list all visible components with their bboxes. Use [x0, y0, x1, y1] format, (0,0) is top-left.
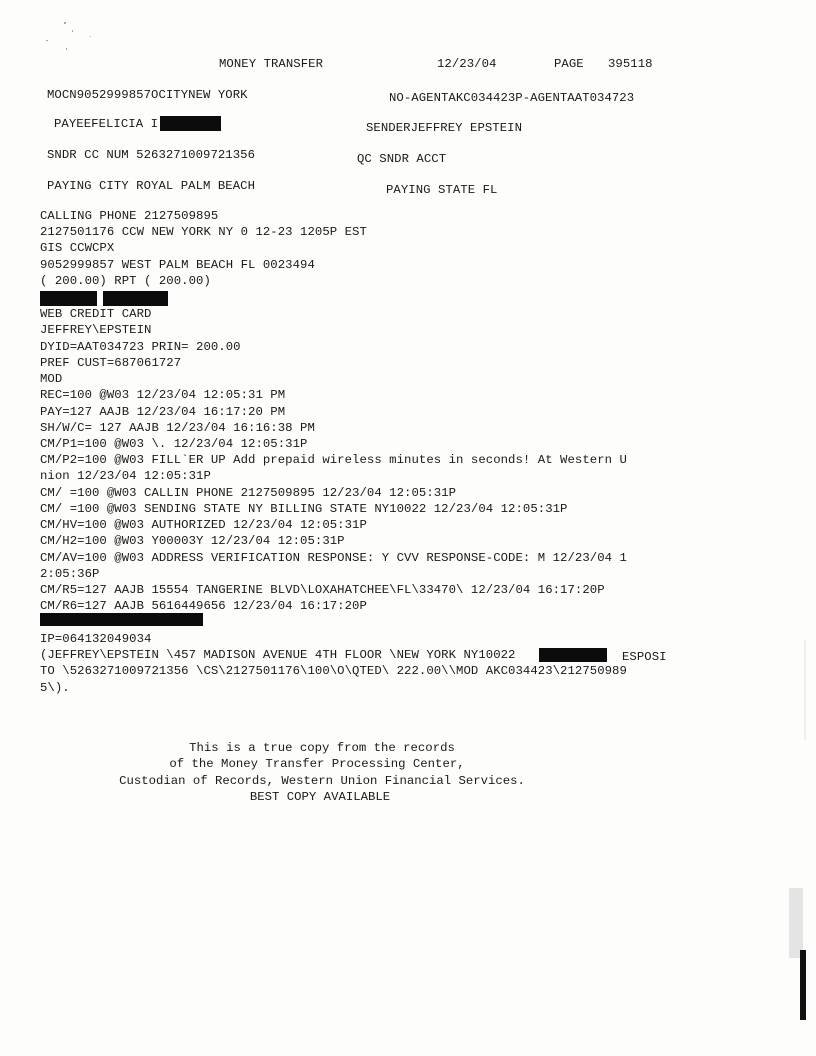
redaction-block: [103, 291, 168, 306]
log-line: MOD: [40, 372, 63, 386]
log-line: SH/W/C= 127 AAJB 12/23/04 16:16:38 PM: [40, 421, 315, 435]
footer-line: This is a true copy from the records: [189, 741, 455, 755]
log-line: DYID=AAT034723 PRIN= 200.00: [40, 340, 241, 354]
header-title: MONEY TRANSFER: [219, 57, 324, 71]
espos-tail: ESPOSI: [622, 650, 667, 664]
log-line: CM/AV=100 @W03 ADDRESS VERIFICATION RESPONSE: Y CVV RESPONSE-CODE: M 12/23/04 1: [40, 551, 627, 565]
footer-line: of the Money Transfer Processing Center,: [169, 757, 465, 771]
scan-edge-artifact: [804, 640, 806, 740]
log-line: CM/ =100 @W03 CALLIN PHONE 2127509895 12/23/04 12:05:31P: [40, 486, 457, 500]
footer-line: BEST COPY AVAILABLE: [249, 790, 391, 804]
payee-field: PAYEEFELICIA I: [54, 117, 159, 131]
log-line: CALLING PHONE 2127509895: [40, 209, 219, 223]
scan-speck: [66, 48, 67, 50]
scan-speck: [64, 22, 66, 24]
footer-line: Custodian of Records, Western Union Financial Services.: [119, 774, 525, 788]
log-line: CM/R5=127 AAJB 15554 TANGERINE BLVD\LOXAHATCHEE\FL\33470\ 12/23/04 16:17:20P: [40, 583, 605, 597]
log-line: nion 12/23/04 12:05:31P: [40, 469, 211, 483]
log-line: 9052999857 WEST PALM BEACH FL 0023494: [40, 258, 315, 272]
log-line: PAY=127 AAJB 12/23/04 16:17:20 PM: [40, 405, 286, 419]
log-line: GIS CCWCPX: [40, 241, 115, 255]
mocn-field: MOCN9052999857OCITYNEW YORK: [47, 88, 248, 102]
log-line: PREF CUST=687061727: [40, 356, 182, 370]
log-line: (JEFFREY\EPSTEIN \457 MADISON AVENUE 4TH FLOOR \NEW YORK NY10022: [40, 648, 516, 662]
log-line: CM/P1=100 @W03 \. 12/23/04 12:05:31P: [40, 437, 308, 451]
scan-edge-artifact: [789, 888, 803, 958]
log-line: REC=100 @W03 12/23/04 12:05:31 PM: [40, 388, 286, 402]
agent-field: NO-AGENTAKC034423P-AGENTAAT034723: [389, 91, 635, 105]
log-line: CM/P2=100 @W03 FILL`ER UP Add prepaid wireless minutes in seconds! At Western U: [40, 453, 627, 467]
scan-edge-artifact: [800, 950, 806, 1020]
sender-field: SENDERJEFFREY EPSTEIN: [366, 121, 523, 135]
sndr-cc-num-field: SNDR CC NUM 5263271009721356: [47, 148, 256, 162]
log-line: ( 200.00) RPT ( 200.00): [40, 274, 211, 288]
log-line: JEFFREY\EPSTEIN: [40, 323, 152, 337]
scan-speck: [90, 36, 91, 37]
qc-sndr-acct-field: QC SNDR ACCT: [357, 152, 447, 166]
redaction-block: [40, 291, 97, 306]
log-line: IP=064132049034: [40, 632, 152, 646]
log-line: CM/HV=100 @W03 AUTHORIZED 12/23/04 12:05:31P: [40, 518, 367, 532]
paying-state-field: PAYING STATE FL: [386, 183, 498, 197]
log-line: 2127501176 CCW NEW YORK NY 0 12-23 1205P EST: [40, 225, 367, 239]
header-date: 12/23/04: [437, 57, 497, 71]
header-page-number: 395118: [608, 57, 653, 71]
paying-city-field: PAYING CITY ROYAL PALM BEACH: [47, 179, 256, 193]
log-line: CM/H2=100 @W03 Y00003Y 12/23/04 12:05:31P: [40, 534, 345, 548]
log-line: 2:05:36P: [40, 567, 100, 581]
redaction-block: [40, 613, 203, 626]
log-line: TO \5263271009721356 \CS\2127501176\100\O\QTED\ 222.00\\MOD AKC034423\212750989: [40, 664, 627, 678]
scan-speck: [72, 30, 73, 32]
log-line: CM/R6=127 AAJB 5616449656 12/23/04 16:17:20P: [40, 599, 367, 613]
redaction-block: [539, 648, 607, 662]
redaction-block: [160, 116, 221, 131]
log-line: WEB CREDIT CARD: [40, 307, 152, 321]
scan-speck: [46, 40, 48, 41]
log-line: 5\).: [40, 681, 70, 695]
log-line: CM/ =100 @W03 SENDING STATE NY BILLING STATE NY10022 12/23/04 12:05:31P: [40, 502, 568, 516]
header-page-label: PAGE: [554, 57, 584, 71]
